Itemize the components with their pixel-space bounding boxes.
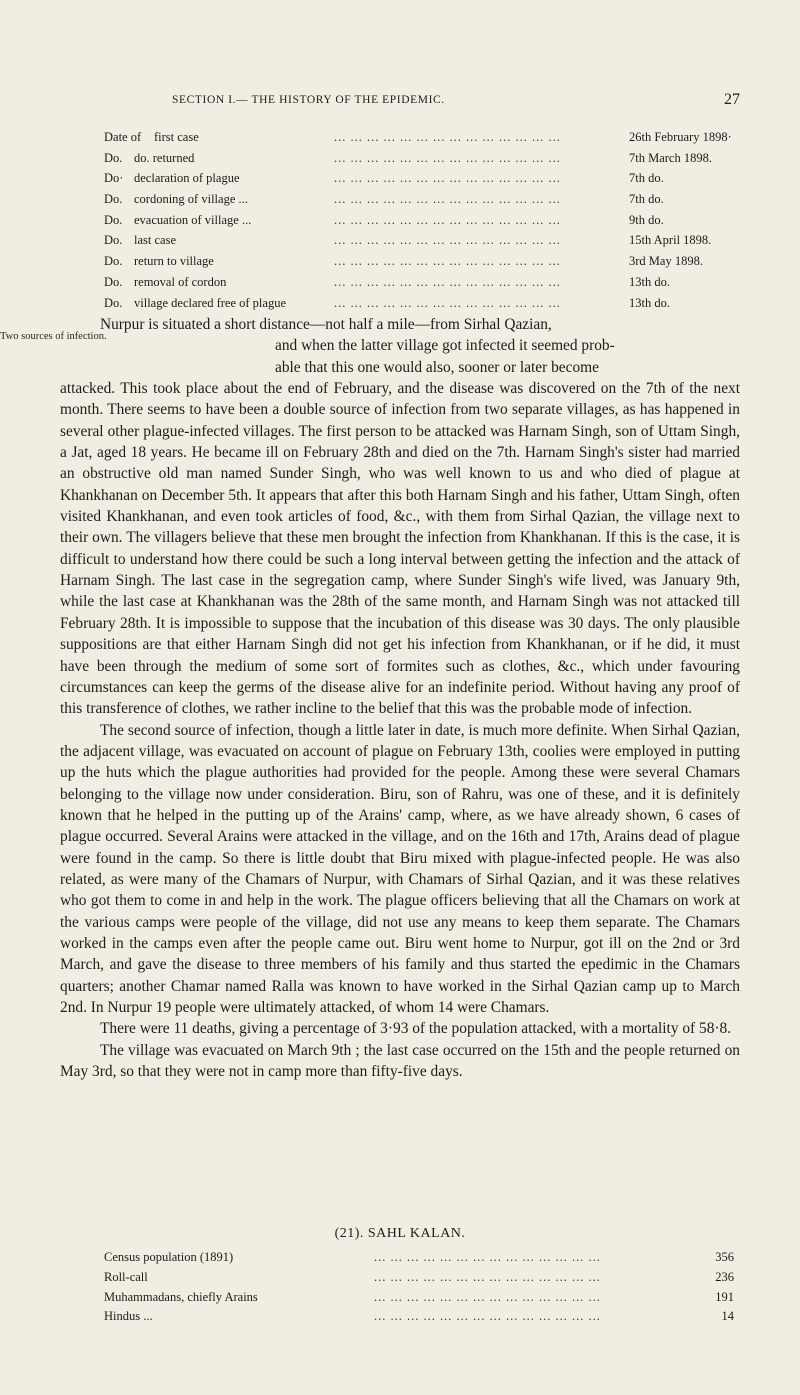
- leader-dots: ... ... ... ... ... ... ... ... ... ... ... ... ... ...: [334, 150, 561, 165]
- timeline-date: 7th March 1898.: [629, 150, 712, 165]
- timeline-date: 26th February 1898·: [629, 130, 732, 144]
- timeline-date: 13th do.: [629, 274, 670, 289]
- village-heading: (21). SAHL KALAN.: [334, 1226, 466, 1241]
- timeline-row: [104, 251, 734, 272]
- timeline-label: Do.: [104, 192, 123, 207]
- leader-dots: ... ... ... ... ... ... ... ... ... ... ... ... ... ...: [374, 1289, 601, 1304]
- paragraph: The village was evacuated on March 9th ; the last case occurred on the 15th and the people returned on May 3rd, so that they were not in camp more than fifty-five days.: [60, 1041, 740, 1081]
- timeline-label: Do.: [104, 295, 123, 310]
- paragraph-line: able that this one would also, sooner or later become: [275, 358, 599, 376]
- timeline-date: 15th April 1898.: [629, 233, 712, 248]
- timeline-date: 9th do.: [629, 212, 664, 227]
- timeline-date: 7th do.: [629, 192, 664, 207]
- leader-dots: ... ... ... ... ... ... ... ... ... ... ... ... ... ...: [334, 192, 561, 207]
- timeline-label: Date of: [104, 130, 142, 144]
- paragraph: There were 11 deaths, giving a percentage of 3·93 of the population attacked, with a mortality of 58·8.: [100, 1020, 732, 1038]
- stats-row: [104, 1248, 734, 1268]
- leader-dots: ... ... ... ... ... ... ... ... ... ... ... ... ... ...: [334, 130, 561, 144]
- timeline-event: first case: [154, 130, 199, 144]
- timeline-label: Do.: [104, 254, 123, 269]
- leader-dots: ... ... ... ... ... ... ... ... ... ... ... ... ... ...: [334, 212, 561, 227]
- timeline-date: 13th do.: [629, 295, 670, 310]
- paragraph-line: and when the latter village got infected it seemed prob-: [275, 337, 615, 355]
- stats-label: Hindus ...: [104, 1309, 153, 1324]
- timeline-date: 3rd May 1898.: [629, 254, 703, 269]
- stats-label: Census population (1891): [104, 1250, 234, 1264]
- leader-dots: ... ... ... ... ... ... ... ... ... ... ... ... ... ...: [374, 1250, 601, 1264]
- timeline-event: do. returned: [134, 150, 195, 165]
- timeline-row: [104, 127, 734, 148]
- stats-value: 14: [721, 1309, 734, 1324]
- stats-label: Roll-call: [104, 1269, 148, 1284]
- timeline-label: Do.: [104, 233, 123, 248]
- stats-label: Muhammadans, chiefly Arains: [104, 1289, 258, 1304]
- timeline-row: [104, 230, 734, 251]
- page-number: 27: [724, 91, 740, 108]
- timeline-event: removal of cordon: [134, 274, 227, 289]
- leader-dots: ... ... ... ... ... ... ... ... ... ... ... ... ... ...: [334, 295, 561, 310]
- population-stats: [104, 1248, 734, 1327]
- timeline-row: [104, 272, 734, 293]
- leader-dots: ... ... ... ... ... ... ... ... ... ... ... ... ... ...: [334, 274, 561, 289]
- stats-row: [104, 1288, 734, 1308]
- stats-row: [104, 1307, 734, 1327]
- timeline-event: declaration of plague: [134, 171, 240, 186]
- timeline-row: [104, 293, 734, 314]
- paragraph-line: Nurpur is situated a short distance—not half a mile—from Sirhal Qazian,: [100, 316, 552, 333]
- timeline-event: village declared free of plague: [134, 295, 286, 310]
- section-title: SECTION I.— THE HISTORY OF THE EPIDEMIC.: [172, 94, 445, 106]
- timeline-event: last case: [134, 233, 176, 248]
- timeline-label: Do·: [104, 171, 124, 186]
- leader-dots: ... ... ... ... ... ... ... ... ... ... ... ... ... ...: [374, 1309, 601, 1324]
- leader-dots: ... ... ... ... ... ... ... ... ... ... ... ... ... ...: [334, 254, 561, 269]
- body-text: [60, 314, 740, 1082]
- timeline-event: cordoning of village ...: [134, 192, 248, 207]
- paragraph: [60, 314, 740, 720]
- timeline-label: Do.: [104, 212, 123, 227]
- margin-note: Two sources of infection.: [0, 331, 107, 342]
- stats-value: 191: [715, 1289, 734, 1304]
- timeline-row: [104, 189, 734, 210]
- timeline-label: Do.: [104, 274, 123, 289]
- timeline-row: [104, 168, 734, 189]
- paragraph: The second source of infection, though a little later in date, is much more definite. When Sirhal Qazian, the adjacent village, was evacuated on account of plague on February 13th, coolies were employed in putting up the huts which the plague authorities had provided for the people. Among these were several Chamars belonging to the village now under consideration. Biru, son of Rahru, was one of these, and it is definitely known that he helped in the putting up of the Arains' camp, where, as we have already shown, 6 cases of plague occurred. Several Arains were attacked in the village, and on the 16th and 17th, Arains dead of plague were found in the camp. So there is little doubt that Biru mixed with plague-infected people. He was also related, as were many of the Chamars of Nurpur, with Chamars of Sirhal Qazian, and it was these relatives who got them to come in and help in the work. The plague officers believing that all the Chamars on work at the various camps were people of the village, did not use any means to keep them separate. The Chamars worked in the camps even after the people came out. Biru went home to Nurpur, got ill on the 2nd or 3rd March, and gave the disease to three members of his family and thus started the epedimic in the Chamars quarters; another Chamar named Ralla was known to have worked in the Sirhal Qazian camp up to March 2nd. In Nurpur 19 people were ultimately attacked, of whom 14 were Chamars.: [60, 721, 740, 1016]
- stats-value: 356: [715, 1250, 734, 1264]
- timeline-event: return to village: [134, 254, 214, 269]
- event-timeline: [104, 127, 734, 313]
- timeline-date: 7th do.: [629, 171, 664, 186]
- stats-value: 236: [715, 1269, 734, 1284]
- timeline-row: [104, 148, 734, 169]
- leader-dots: ... ... ... ... ... ... ... ... ... ... ... ... ... ...: [374, 1269, 601, 1284]
- timeline-label: Do.: [104, 150, 123, 165]
- timeline-event: evacuation of village ...: [134, 212, 252, 227]
- stats-row: [104, 1268, 734, 1288]
- leader-dots: ... ... ... ... ... ... ... ... ... ... ... ... ... ...: [334, 171, 561, 186]
- timeline-row: [104, 210, 734, 231]
- leader-dots: ... ... ... ... ... ... ... ... ... ... ... ... ... ...: [334, 233, 561, 248]
- paragraph-text: attacked. This took place about the end of February, and the disease was discovered on the 7th of the next month. There seems to have been a double source of infection from two separate villages, as has happened in several other plague-infected villages. The first person to be attacked was Harnam Singh, son of Uttam Singh, a Jat, aged 18 years. He became ill on February 28th and died on the 7th. Harnam Singh's sister had married an obstructive old man named Sunder Singh, who was well known to us and who died of plague at Khankhanan on December 5th. It appears that after this both Harnam Singh and his father, Uttam Singh, often visited Khankhanan, and even took articles of food, &c., with them from Sirhal Qazian, the village next to their own. The villagers believe that these men brought the infection from Khankhanan. If this is the case, it is difficult to understand how there could be such a long interval between getting the infection and the attack of Harnam Singh. The last case in the segregation camp, where Sunder Singh's wife lived, was January 9th, while the last case at Khankhanan was the 28th of the same month, and Harnam Singh was not attacked till February 28th. It is impossible to suppose that the incubation of this disease was 30 days. The only plausible suppositions are that either Harnam Singh did not get his infection from Khankhanan, or if he did, it must have been through the medium of some sort of formites such as clothes, &c., which under favouring circumstances can keep the germs of the disease alive for an indefinite period. Without having any proof of this transference of clothes, we rather incline to the belief that this was the probable mode of infection.: [60, 380, 740, 718]
